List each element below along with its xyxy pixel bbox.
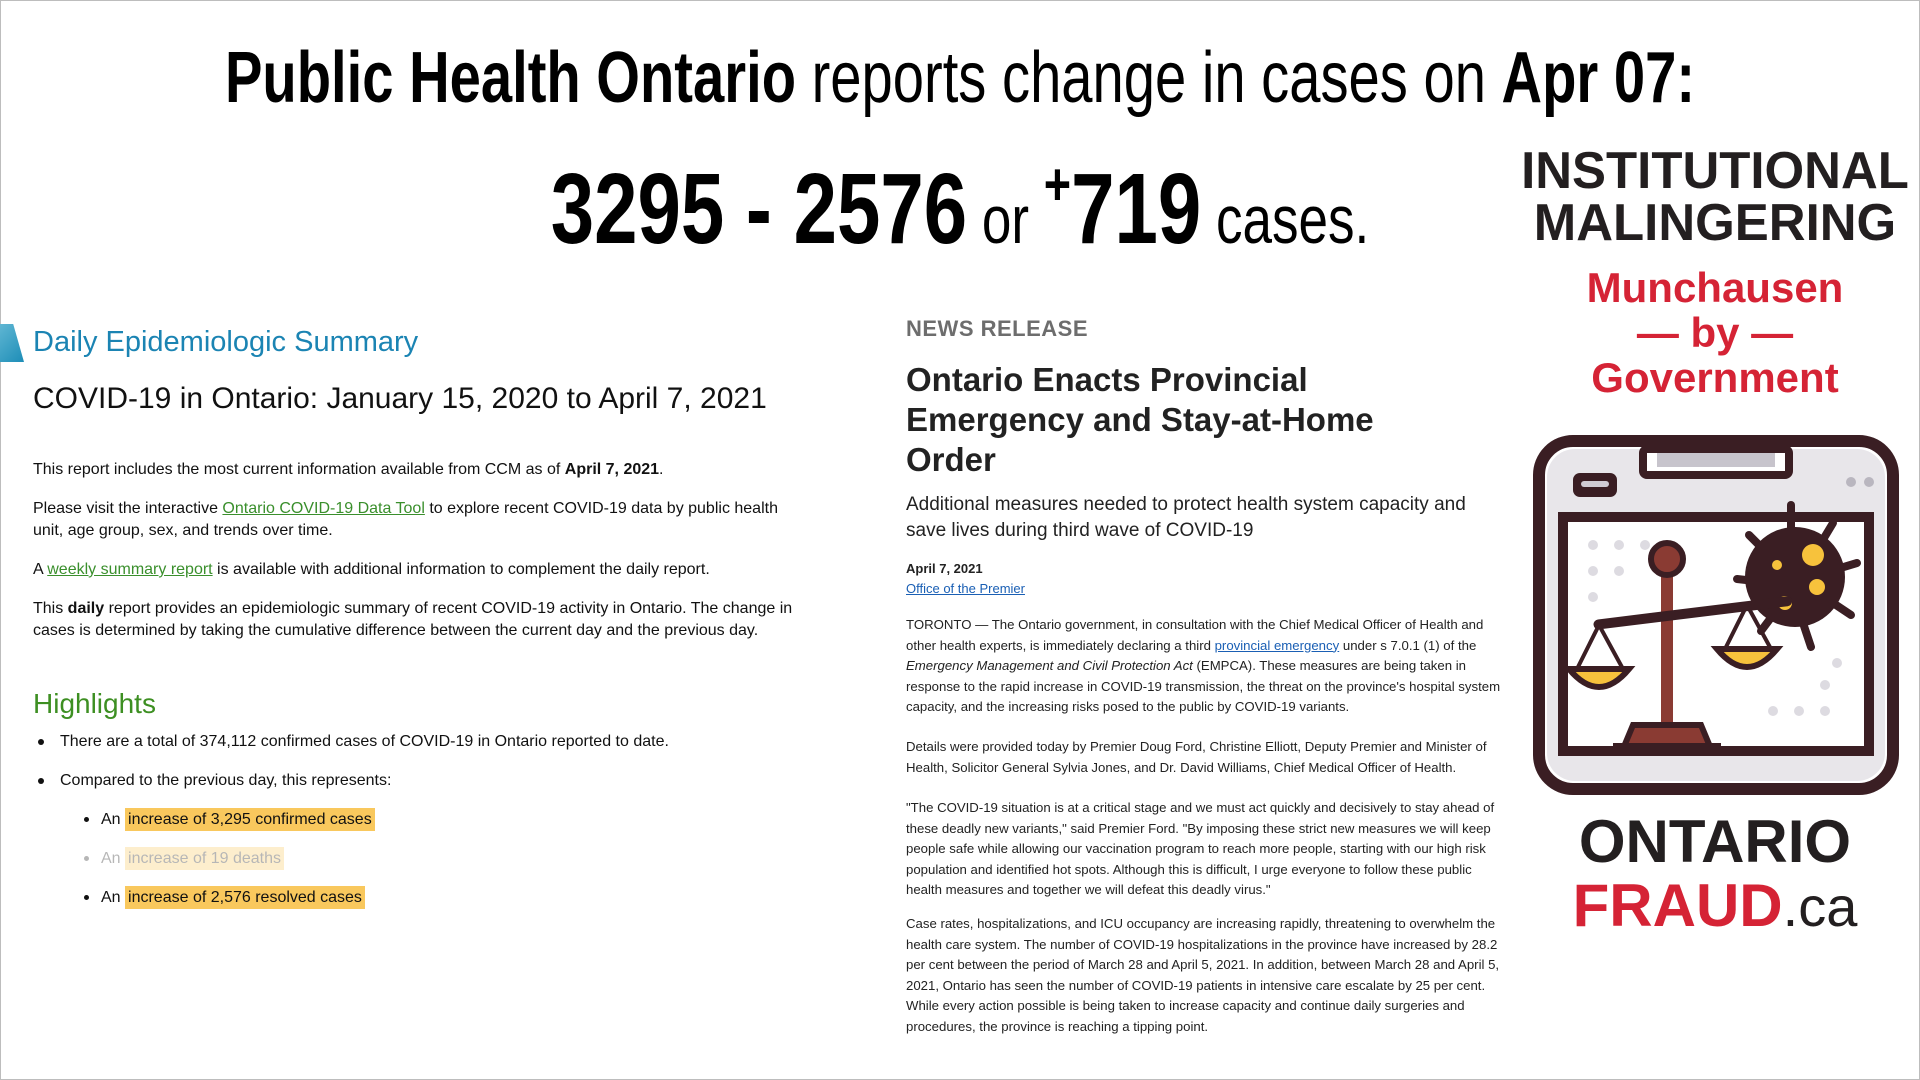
summary-paragraph-3: A weekly summary report is available with additional information to complement the daily report. xyxy=(33,561,710,578)
summary-paragraph-2: Please visit the interactive Ontario COVID-19 Data Tool to explore recent COVID-19 data by public health unit, age group, sex, and trends over time. xyxy=(33,500,778,539)
headline-source: Public Health Ontario xyxy=(224,38,796,118)
ontario-fraud-logo: ONTARIO FRAUD.ca xyxy=(1572,808,1858,939)
headline-or: or xyxy=(967,182,1044,258)
list-item: There are a total of 374,112 confirmed cases of COVID-19 in Ontario reported to date. xyxy=(38,733,669,751)
data-tool-link[interactable]: Ontario COVID-19 Data Tool xyxy=(222,500,425,517)
news-paragraph-2: Details were provided today by Premier Doug Ford, Christine Elliott, Deputy Premier and Minister of Health, Solicitor General Sylvia Jones, and Dr. David Williams, Chief Medical Officer of Health. xyxy=(906,739,1487,775)
provincial-emergency-link[interactable]: provincial emergency xyxy=(1214,637,1340,653)
weekly-summary-link[interactable]: weekly summary report xyxy=(47,561,213,578)
bullet-icon xyxy=(38,739,44,745)
news-release-title: Ontario Enacts Provincial Emergency and Stay-at-Home Order xyxy=(906,361,1374,478)
news-release-label: NEWS RELEASE xyxy=(906,316,1089,341)
list-item: An increase of 2,576 resolved cases xyxy=(84,889,365,907)
headline-plus: + xyxy=(1043,151,1072,218)
news-release-date: April 7, 2021 xyxy=(906,561,983,576)
bullet-icon xyxy=(84,817,89,822)
news-paragraph-1: TORONTO — The Ontario government, in consultation with the Chief Medical Officer of Health and other health experts, is immediately declaring a third provincial emergency under s 7.0.1 (1) of the Emergency Management and Civil Protection Act (EMPCA). These measures are being taken in response to the rapid increase in COVID-19 transmission, the threat on the province's hospital system capacity, and the increasing risks posed to the public by COVID-19 variants. xyxy=(906,617,1501,714)
news-release-subtitle: Additional measures needed to protect health system capacity and save lives during third wave of COVID-19 xyxy=(906,494,1466,541)
highlighted-deaths: increase of 19 deaths xyxy=(125,847,284,870)
headline-text: reports change in cases on xyxy=(795,38,1502,118)
list-item: Compared to the previous day, this represents: xyxy=(38,772,391,790)
list-item: An increase of 3,295 confirmed cases xyxy=(84,811,375,829)
headline-calculation: 3295 - 2576 xyxy=(550,153,968,265)
bullet-icon xyxy=(38,778,44,784)
headline-line1 xyxy=(47,30,1872,126)
headline-result: 719 xyxy=(1071,153,1202,265)
summary-paragraph-1: This report includes the most current information available from CCM as of April 7, 2021. xyxy=(33,461,664,478)
highlighted-resolved-cases: increase of 2,576 resolved cases xyxy=(125,886,365,909)
headline-cases: cases. xyxy=(1201,182,1370,258)
news-paragraph-4: Case rates, hospitalizations, and ICU occupancy are increasing rapidly, threatening to overwhelm the health care system. The number of COVID-19 hospitalizations in the province have increased by 28.2 per cent between the period of March 28 and April 5, 2021. In addition, between March 28 and April 5, 2021, Ontario has seen the number of COVID-19 patients in intensive care escalate by 25 per cent. While every action possible is being taken to increase capacity and continue daily surgeries and procedures, the province is reaching a tipping point. xyxy=(906,916,1500,1034)
tablet-scales-virus-icon xyxy=(1533,435,1899,795)
office-of-premier-link[interactable]: Office of the Premier xyxy=(906,581,1025,596)
headline-date: Apr 07: xyxy=(1501,38,1696,118)
bullet-icon xyxy=(84,856,89,861)
list-item: An increase of 19 deaths xyxy=(84,850,284,868)
highlights-heading: Highlights xyxy=(33,688,156,719)
highlighted-confirmed-cases: increase of 3,295 confirmed cases xyxy=(125,808,375,831)
summary-paragraph-4: This daily report provides an epidemiologic summary of recent COVID-19 activity in Ontario. The change in cases is determined by taking the cumulative difference between the current day and the previous day. xyxy=(33,600,793,639)
news-paragraph-3: "The COVID-19 situation is at a critical stage and we must act quickly and decisively to stay ahead of these deadly new variants," said Premier Ford. "By imposing these strict new measures we will keep people safe while allowing our vaccination program to reach more people, starting with our high risk population and identified hot spots. Although this is difficult, I urge everyone to follow these public health measures and together we will defeat this deadly virus." xyxy=(906,800,1495,897)
summary-kicker: Daily Epidemiologic Summary xyxy=(33,326,419,358)
institutional-malingering-title: INSTITUTIONAL MALINGERING xyxy=(1521,142,1909,252)
summary-title: COVID-19 in Ontario: January 15, 2020 to April 7, 2021 xyxy=(33,382,767,415)
bullet-icon xyxy=(84,895,89,900)
munchausen-title: Munchausen — by — Government xyxy=(1586,264,1844,401)
